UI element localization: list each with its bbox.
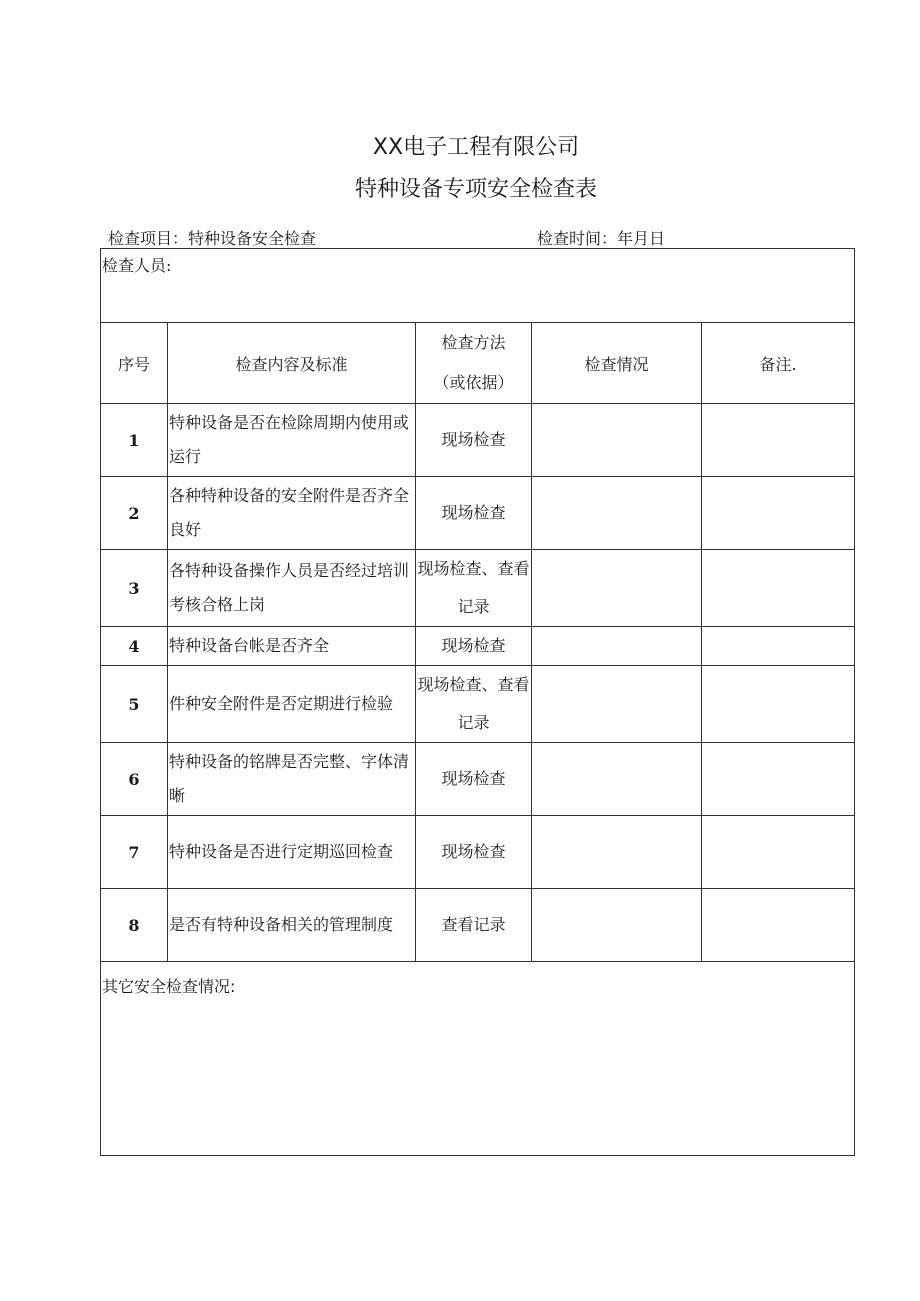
row-status-cell[interactable]: [532, 404, 702, 477]
row-content: 各特种设备操作人员是否经过培训考核合格上岗: [168, 550, 416, 627]
row-remark-cell[interactable]: [702, 550, 855, 627]
header-remark: 备注.: [702, 323, 855, 404]
table-row: [101, 743, 855, 816]
row-number: 1: [101, 404, 168, 477]
row-content: 各种特种设备的安全附件是否齐全良好: [168, 477, 416, 550]
inspection-table: [100, 248, 855, 1156]
row-status-cell[interactable]: [532, 889, 702, 962]
table-body: [101, 404, 855, 962]
row-remark-cell[interactable]: [702, 477, 855, 550]
company-name: XX电子工程有限公司: [372, 135, 580, 160]
row-number: 5: [101, 666, 168, 743]
row-method: 现场检查: [416, 743, 532, 816]
row-remark-cell[interactable]: [702, 666, 855, 743]
row-remark-cell[interactable]: [702, 889, 855, 962]
row-status-cell[interactable]: [532, 477, 702, 550]
row-content: 特种设备的铭牌是否完整、字体清晰: [168, 743, 416, 816]
row-method: 现场检查: [416, 627, 532, 666]
form-title: 特种设备专项安全检查表: [354, 177, 597, 202]
row-status-cell[interactable]: [532, 666, 702, 743]
inspectors-cell[interactable]: [101, 249, 855, 323]
row-number: 4: [101, 627, 168, 666]
header-status: 检查情况: [532, 323, 702, 404]
row-remark-cell[interactable]: [702, 627, 855, 666]
row-content: 件种安全附件是否定期进行检验: [168, 666, 416, 743]
table-row: [101, 550, 855, 627]
row-status-cell[interactable]: [532, 550, 702, 627]
table-row: [101, 889, 855, 962]
table-header-row: [101, 323, 855, 404]
row-number: 6: [101, 743, 168, 816]
inspectors-row: [101, 249, 855, 323]
row-number: 3: [101, 550, 168, 627]
table-row: [101, 816, 855, 889]
other-row: [101, 962, 855, 1156]
row-method: 现场检查: [416, 816, 532, 889]
inspectors-label: 检查人员:: [102, 256, 172, 275]
inspection-time: 检查时间：年月日: [537, 229, 666, 248]
row-method: 现场检查、查看记录: [416, 550, 532, 627]
other-cell[interactable]: [101, 962, 855, 1156]
inspection-project: 检查项目：特种设备安全检查: [108, 229, 317, 248]
row-content: 特种设备是否在检除周期内使用或运行: [168, 404, 416, 477]
row-remark-cell[interactable]: [702, 816, 855, 889]
row-remark-cell[interactable]: [702, 404, 855, 477]
row-status-cell[interactable]: [532, 627, 702, 666]
row-status-cell[interactable]: [532, 816, 702, 889]
row-content: 特种设备台帐是否齐全: [168, 627, 416, 666]
row-method: 现场检查、查看记录: [416, 666, 532, 743]
table-row: [101, 404, 855, 477]
row-method: 查看记录: [416, 889, 532, 962]
table-row: [101, 627, 855, 666]
row-number: 2: [101, 477, 168, 550]
row-status-cell[interactable]: [532, 743, 702, 816]
row-content: 是否有特种设备相关的管理制度: [168, 889, 416, 962]
row-content: 特种设备是否进行定期巡回检查: [168, 816, 416, 889]
table-row: [101, 477, 855, 550]
header-seq: 序号: [101, 323, 168, 404]
header-method: [416, 323, 532, 404]
row-number: 7: [101, 816, 168, 889]
row-method: 现场检查: [416, 477, 532, 550]
header-content: 检查内容及标准: [168, 323, 416, 404]
row-remark-cell[interactable]: [702, 743, 855, 816]
row-number: 8: [101, 889, 168, 962]
table-row: [101, 666, 855, 743]
row-method: 现场检查: [416, 404, 532, 477]
header-method-sub: （或依据）: [433, 373, 514, 392]
header-method-label: 检查方法: [441, 333, 506, 352]
other-label: 其它安全检查情况:: [102, 977, 236, 996]
